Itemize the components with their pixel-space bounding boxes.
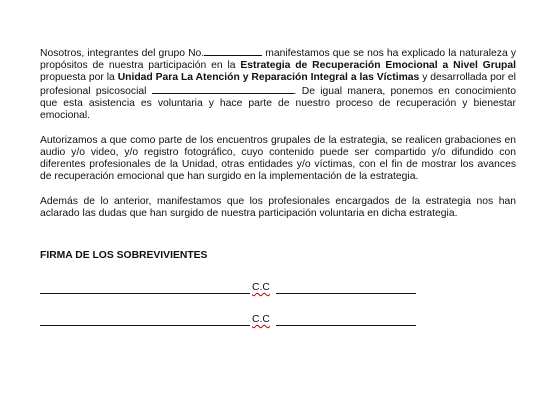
document-body <box>40 46 516 326</box>
signature-line[interactable] <box>40 315 250 326</box>
cc-number-line[interactable] <box>276 283 416 294</box>
paragraph-clarification: Además de lo anterior, manifestamos que los profesionales encargados de la estrategia nos han aclarado las dudas que han surgido de nuestra participación voluntaria en dicha estrategia. <box>40 195 516 219</box>
cc-number-line[interactable] <box>276 315 416 326</box>
professional-name-blank[interactable] <box>152 84 294 94</box>
paragraph-consent <box>40 46 516 123</box>
signature-title: FIRMA DE LOS SOBREVIVIENTES <box>40 249 208 261</box>
text-run: propuesta por la <box>40 72 118 84</box>
signature-row <box>40 314 516 326</box>
paragraph-authorization: Autorizamos a que como parte de los encuentros grupales de la estrategia, se realicen grabaciones en audio y/o video, y/o registro fotográfico, cuyo contenido puede ser compartido y/o difundido con diferentes profesionales de la Unidad, otras entidades y/o víctimas, con el fin de mostrar los avances de recuperación emocional que han surgido en la implementación de la estrategia. <box>40 134 516 183</box>
text-run: . De igual manera, ponemos en conocimiento que esta asistencia es voluntaria y hace parte de nuestro proceso de recuperación y bienestar emocional. <box>40 86 516 122</box>
strategy-name: Estrategia de Recuperación Emocional a Nivel Grupal <box>240 60 516 72</box>
text-run: y desarrollada por el profesional psicosocial <box>40 72 516 98</box>
text-run: manifestamos que se nos ha explicado la naturaleza y propósitos de nuestra participación en la <box>40 48 516 72</box>
text-run: Nosotros, integrantes del grupo No. <box>40 48 205 59</box>
cc-label: C.C <box>252 314 270 325</box>
signature-row <box>40 282 516 294</box>
signature-line[interactable] <box>40 283 250 294</box>
unit-name: Unidad Para La Atención y Reparación Integral a las Víctimas <box>117 72 420 84</box>
cc-label: C.C <box>252 282 270 293</box>
group-number-blank[interactable] <box>204 46 262 56</box>
